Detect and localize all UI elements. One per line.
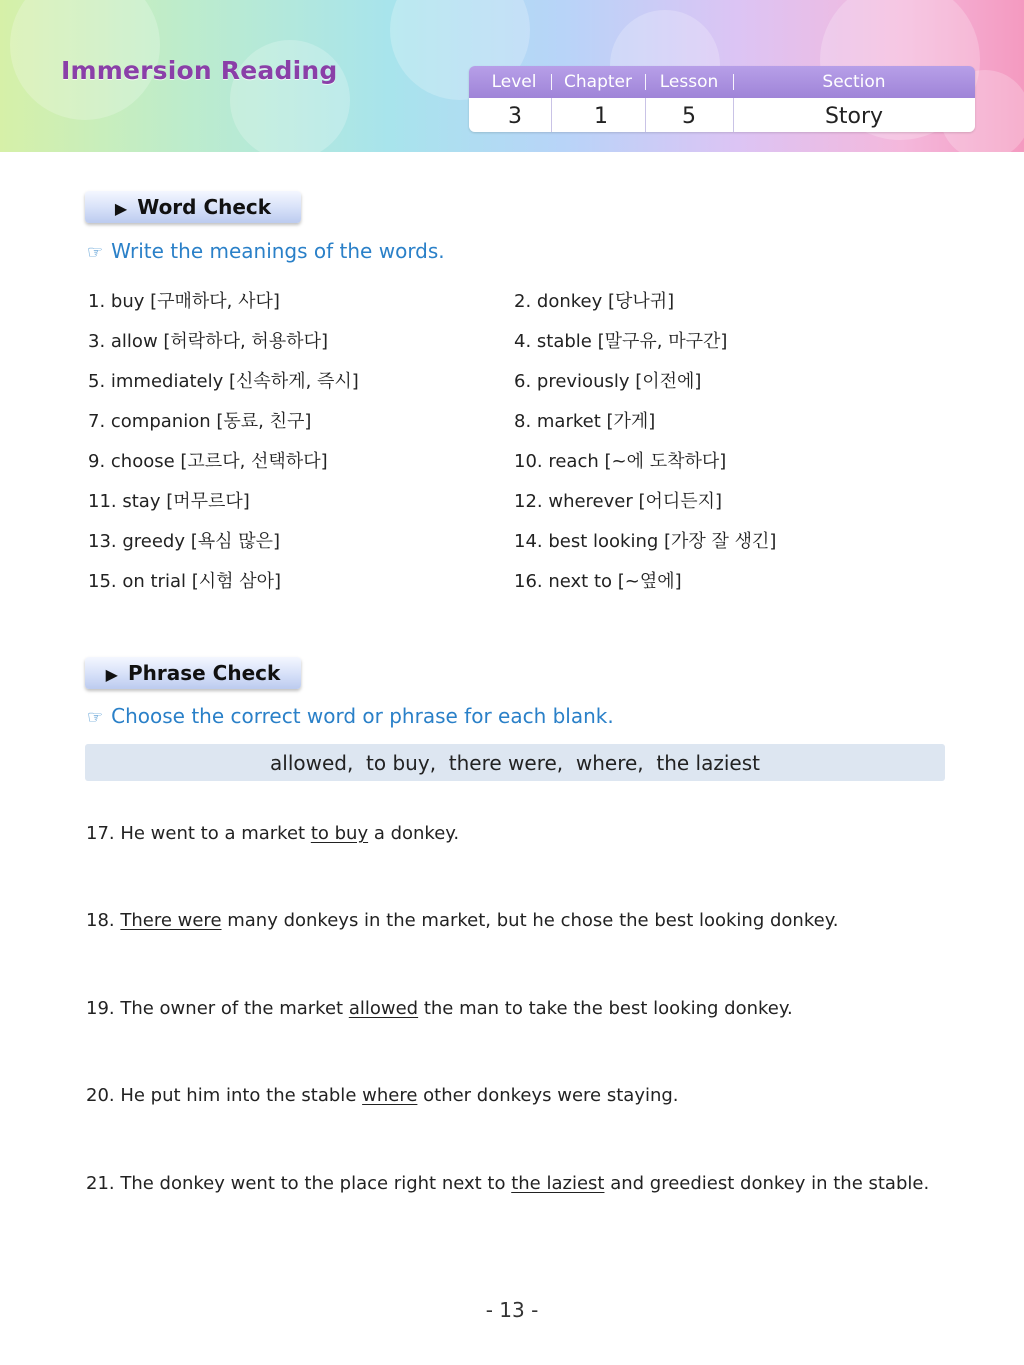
sentence-item bbox=[86, 910, 839, 931]
section-value: Story bbox=[824, 104, 884, 129]
sentence-answer: where bbox=[362, 1085, 418, 1106]
phrase-check-instruction-text: Choose the correct word or phrase for each blank. bbox=[111, 704, 614, 728]
lesson-label: Lesson bbox=[659, 72, 719, 92]
page-number: - 13 - bbox=[485, 1298, 539, 1322]
word-item: 4. stable [말구유, 마구간] bbox=[514, 331, 728, 352]
word-check-instruction-text: Write the meanings of the words. bbox=[111, 239, 445, 263]
word-item: 9. choose [고르다, 선택하다] bbox=[88, 451, 328, 472]
brand-title: Immersion Reading bbox=[61, 56, 338, 85]
word-item: 3. allow [허락하다, 허용하다] bbox=[88, 331, 328, 352]
word-check-instruction bbox=[87, 239, 445, 263]
play-triangle-icon: ▶ bbox=[114, 199, 128, 218]
header-banner bbox=[0, 0, 1024, 152]
lesson-info-header-row bbox=[469, 66, 975, 98]
word-bank: allowed, to buy, there were, where, the laziest bbox=[85, 744, 945, 781]
pointing-hand-icon: ☞ bbox=[87, 242, 104, 263]
sentence-text: 18. bbox=[86, 910, 121, 931]
chapter-value: 1 bbox=[594, 104, 608, 129]
word-item: 16. next to [~옆에] bbox=[514, 571, 682, 592]
lesson-info-value-row bbox=[469, 98, 975, 132]
word-item: 10. reach [~에 도착하다] bbox=[514, 451, 727, 472]
word-check-heading bbox=[85, 191, 301, 223]
chapter-label: Chapter bbox=[564, 72, 632, 92]
word-check-title: Word Check bbox=[137, 195, 272, 219]
sentence-text: other donkeys were staying. bbox=[417, 1085, 679, 1106]
word-item: 6. previously [이전에] bbox=[514, 371, 702, 392]
phrase-check-heading bbox=[85, 657, 301, 689]
sentence-text: and greediest donkey in the stable. bbox=[604, 1173, 930, 1194]
sentence-text: many donkeys in the market, but he chose the best looking donkey. bbox=[221, 910, 839, 931]
sentence-answer: the laziest bbox=[511, 1173, 605, 1194]
word-item: 13. greedy [욕심 많은] bbox=[88, 531, 281, 552]
word-item: 12. wherever [어디든지] bbox=[514, 491, 723, 512]
sentence-text: 20. He put him into the stable bbox=[86, 1085, 363, 1106]
word-item: 1. buy [구매하다, 사다] bbox=[88, 291, 280, 312]
sentence-item bbox=[86, 1173, 929, 1194]
level-value: 3 bbox=[508, 104, 522, 129]
level-label: Level bbox=[491, 72, 537, 92]
word-item: 2. donkey [당나귀] bbox=[514, 291, 675, 312]
sentence-answer: There were bbox=[120, 910, 222, 931]
sentence-text: 17. He went to a market bbox=[86, 823, 311, 844]
word-item: 11. stay [머무르다] bbox=[88, 491, 250, 512]
sentence-text: the man to take the best looking donkey. bbox=[418, 998, 793, 1019]
word-item: 5. immediately [신속하게, 즉시] bbox=[88, 371, 359, 392]
pointing-hand-icon: ☞ bbox=[87, 707, 104, 728]
phrase-check-title: Phrase Check bbox=[127, 661, 281, 685]
sentence-text: a donkey. bbox=[368, 823, 460, 844]
word-item: 7. companion [동료, 친구] bbox=[88, 411, 312, 432]
sentence-item bbox=[86, 998, 793, 1019]
sentence-text: 21. The donkey went to the place right next to bbox=[86, 1173, 512, 1194]
section-label: Section bbox=[822, 72, 886, 92]
lesson-info-table bbox=[469, 66, 975, 132]
word-item: 14. best looking [가장 잘 생긴] bbox=[514, 531, 777, 552]
sentence-answer: allowed bbox=[348, 998, 419, 1019]
play-triangle-icon: ▶ bbox=[105, 665, 118, 684]
sentence-answer: to buy bbox=[310, 823, 369, 844]
word-item: 15. on trial [시험 삼아] bbox=[88, 571, 282, 592]
lesson-value: 5 bbox=[682, 104, 696, 129]
phrase-check-instruction bbox=[87, 704, 614, 728]
sentence-text: 19. The owner of the market bbox=[86, 998, 349, 1019]
sentence-item bbox=[86, 1085, 679, 1106]
word-item: 8. market [가게] bbox=[514, 411, 656, 432]
sentence-item bbox=[86, 823, 459, 844]
